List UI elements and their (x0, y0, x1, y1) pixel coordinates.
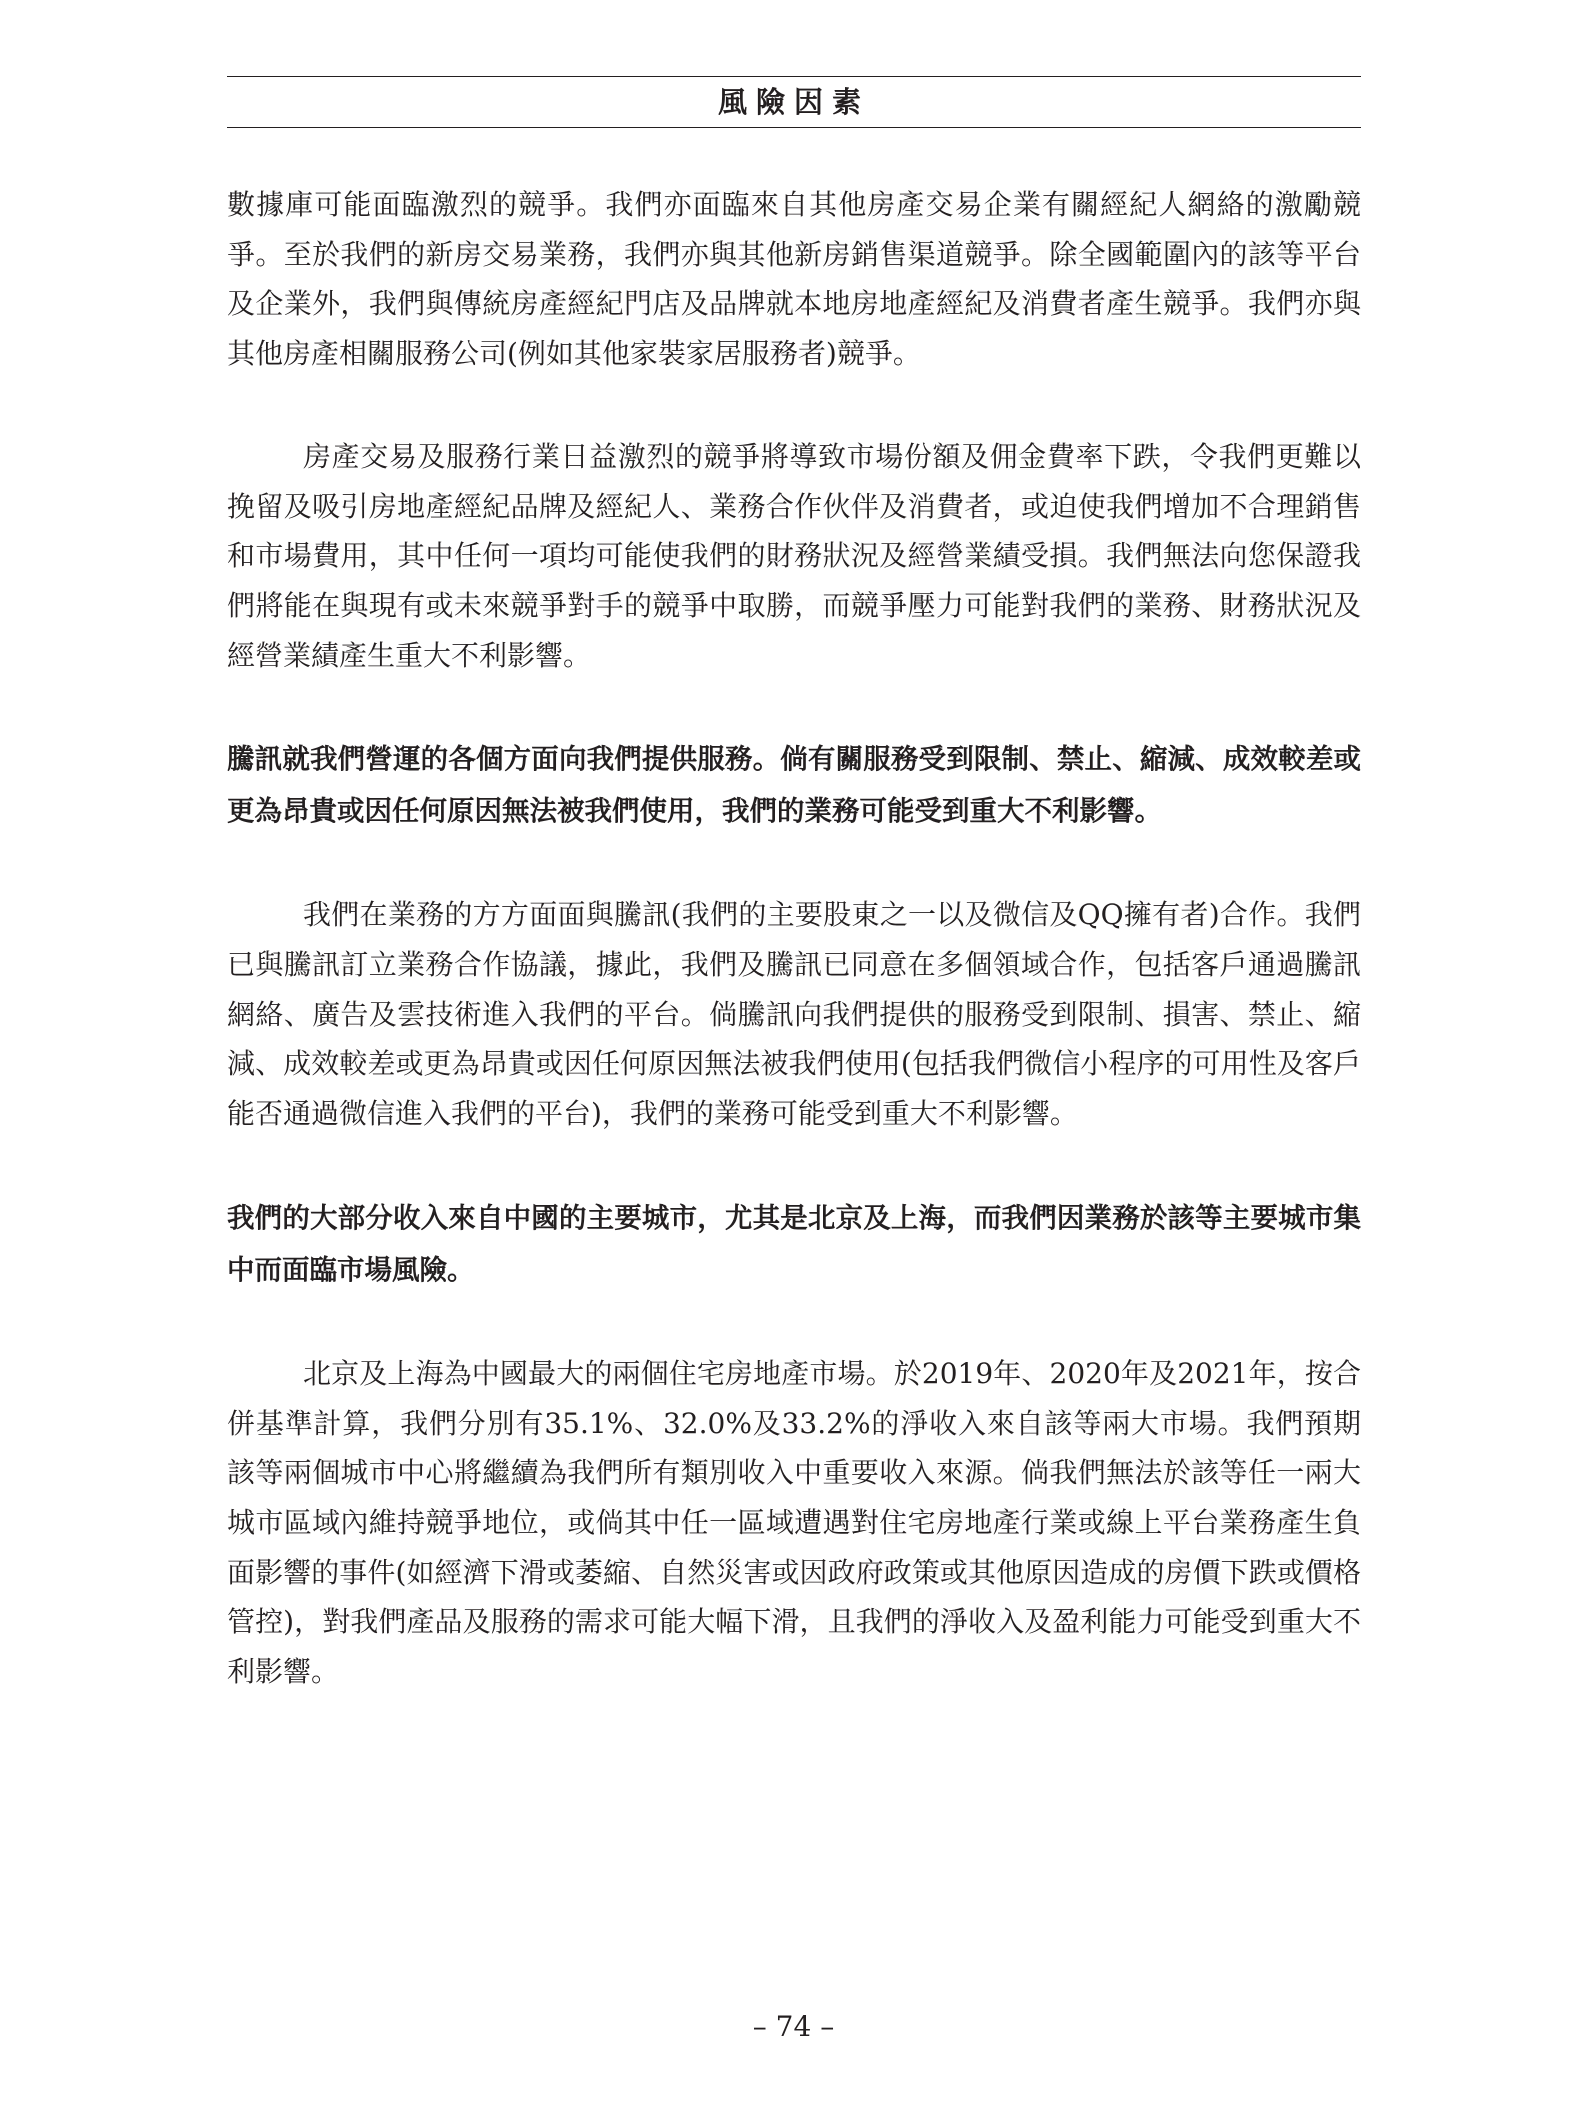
body-paragraph: 數據庫可能面臨激烈的競爭。我們亦面臨來自其他房產交易企業有關經紀人網絡的激勵競爭。至於我們的新房交易業務，我們亦與其他新房銷售渠道競爭。除全國範圍內的該等平台及企業外，我們與傳統房產經紀門店及品牌就本地房地產經紀及消費者產生競爭。我們亦與其他房產相關服務公司(例如其他家裝家居服務者)競爭。 (227, 188, 1361, 371)
header-bottom-rule (227, 127, 1361, 128)
page-number: – 74 – (752, 2010, 835, 2043)
body-paragraph: 房產交易及服務行業日益激烈的競爭將導致市場份額及佣金費率下跌，令我們更難以挽留及吸引房地產經紀品牌及經紀人、業務合作伙伴及消費者，或迫使我們增加不合理銷售和市場費用，其中任何一項均可能使我們的財務狀況及經營業績受損。我們無法向您保證我們將能在與現有或未來競爭對手的競爭中取勝，而競爭壓力可能對我們的業務、財務狀況及經營業績產生重大不利影響。 (227, 439, 1361, 672)
risk-heading: 我們的大部分收入來自中國的主要城市，尤其是北京及上海，而我們因業務於該等主要城市集中而面臨市場風險。 (227, 1201, 1361, 1286)
header-top-rule (227, 76, 1361, 77)
page-header (227, 76, 1361, 128)
risk-heading: 騰訊就我們營運的各個方面向我們提供服務。倘有關服務受到限制、禁止、縮減、成效較差或更為昂貴或因任何原因無法被我們使用，我們的業務可能受到重大不利影響。 (227, 743, 1361, 828)
body-paragraph: 北京及上海為中國最大的兩個住宅房地產市場。於2019年、2020年及2021年，按合併基準計算，我們分別有35.1%、32.0%及33.2%的淨收入來自該等兩大市場。我們預期該等兩個城市中心將繼續為我們所有類別收入中重要收入來源。倘我們無法於該等任一兩大城市區域內維持競爭地位，或倘其中任一區域遭遇對住宅房地產行業或線上平台業務產生負面影響的事件(如經濟下滑或萎縮、自然災害或因政府政策或其他原因造成的房價下跌或價格管控)，對我們產品及服務的需求可能大幅下滑，且我們的淨收入及盈利能力可能受到重大不利影響。 (227, 1356, 1361, 1689)
main-content (227, 180, 1361, 1750)
section-title: 風險因素 (717, 85, 870, 119)
body-paragraph: 我們在業務的方方面面與騰訊(我們的主要股東之一以及微信及QQ擁有者)合作。我們已與騰訊訂立業務合作協議，據此，我們及騰訊已同意在多個領域合作，包括客戶通過騰訊網絡、廣告及雲技術進入我們的平台。倘騰訊向我們提供的服務受到限制、損害、禁止、縮減、成效較差或更為昂貴或因任何原因無法被我們使用(包括我們微信小程序的可用性及客戶能否通過微信進入我們的平台)，我們的業務可能受到重大不利影響。 (227, 898, 1361, 1131)
